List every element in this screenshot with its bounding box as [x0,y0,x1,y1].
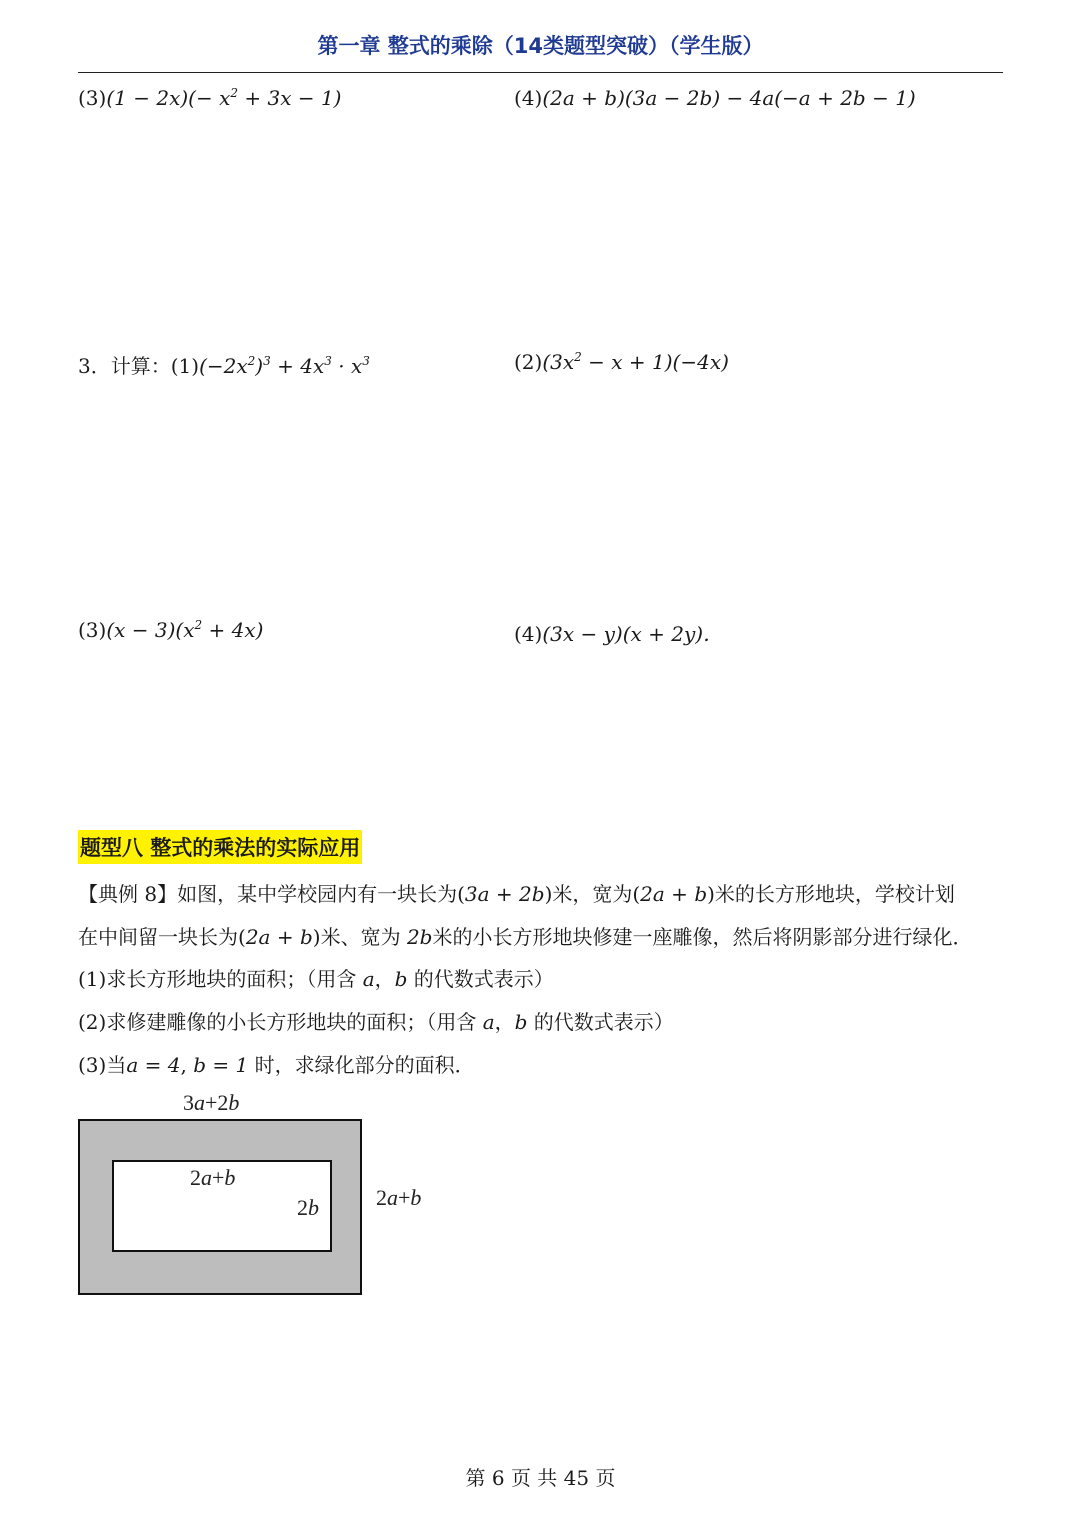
page-footer: 第 6 页 共 45 页 [465,1466,616,1490]
problem-3-1 [78,350,370,379]
problem-3-4 [514,618,723,647]
problem-3-2 [514,350,729,374]
problem-label: (3) [78,86,107,110]
math-expression: (3x − y)(x + 2y)． [542,622,724,646]
outer-length-label: 3a+2b [183,1090,240,1115]
inner-length-label: 2a+b [190,1165,236,1190]
question-2: (2)求修建雕像的小长方形地块的面积；（用含 a，b 的代数式表示） [78,1010,674,1034]
math-expression: $(3x^2 - x + 1)(-4x)$ [542,350,729,374]
example-text-line-2: 在中间留一块长为(2a + b)米、宽为 2b米的小长方形地块修建一座雕像，然后将阴影部分进行绿化． [78,925,973,949]
inner-width-label: 2b [297,1195,319,1220]
math-expression: $(-2x^2)^3 + 4x^3 \cdot x^3$ [199,354,370,378]
problem-label: (1) [170,354,200,378]
page-header-title: 第一章 整式的乘除（14类题型突破）（学生版） [317,34,764,58]
example-text-line-1: 【典例 8】如图，某中学校园内有一块长为(3a + 2b)米，宽为(2a + b)米的长方形地块，学校计划 [78,882,955,906]
problem-2-3 [78,86,341,110]
problem-label: (3) [78,618,107,642]
problem-label: (4) [514,86,543,110]
header-divider [78,72,1003,73]
outer-width-label: 2a+b [376,1185,422,1210]
section-heading: 题型八 整式的乘法的实际应用 [78,830,362,864]
question-1: (1)求长方形地块的面积；（用含 a，b 的代数式表示） [78,967,554,991]
problem-label: (2) [514,350,543,374]
problem-intro: 3．计算： [78,354,171,378]
problem-label: (4) [514,622,543,646]
math-expression: $(1 - 2x)(- x^2 + 3x - 1)$ [106,86,342,110]
problem-2-4 [514,86,916,110]
math-expression: $(x - 3)(x^2 + 4x)$ [106,618,264,642]
math-expression: (2a + b)(3a − 2b) − 4a(−a + 2b − 1) [542,86,916,110]
question-3: (3)当a = 4, b = 1 时，求绿化部分的面积． [78,1053,475,1077]
problem-3-3 [78,618,263,642]
